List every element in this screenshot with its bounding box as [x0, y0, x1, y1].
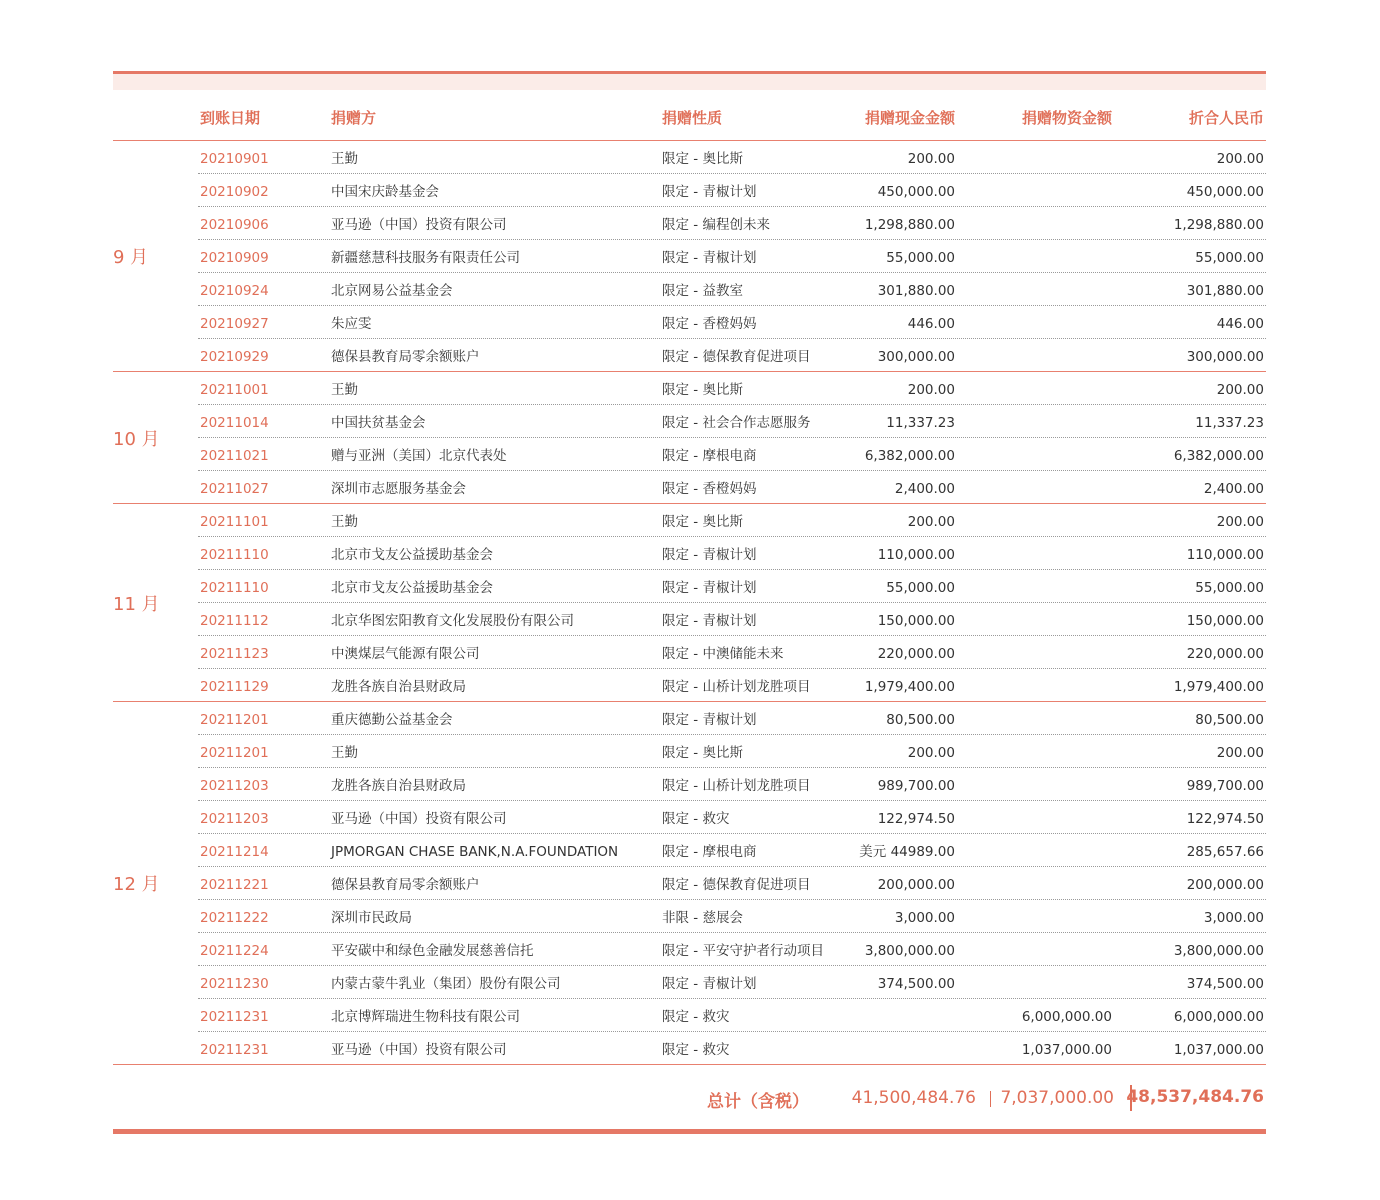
- table-row: [198, 669, 1266, 701]
- row-rmb: 55,000.00: [1195, 580, 1264, 596]
- row-nature: 限定 - 奥比斯: [662, 514, 743, 530]
- total-cash: 41,500,484.76: [851, 1088, 976, 1108]
- row-nature: 限定 - 青椒计划: [662, 547, 757, 563]
- table-row: [198, 768, 1266, 801]
- row-date: 20211123: [200, 646, 269, 662]
- row-rmb: 55,000.00: [1195, 250, 1264, 266]
- table-row: [198, 867, 1266, 900]
- table-row: [198, 141, 1266, 174]
- row-date: 20211214: [200, 844, 269, 860]
- row-date: 20210902: [200, 184, 269, 200]
- row-cash: 1,979,400.00: [864, 679, 955, 695]
- row-cash: 55,000.00: [886, 580, 955, 596]
- month-label: 11 月: [113, 593, 160, 615]
- month-group: [113, 372, 1266, 504]
- row-rmb: 122,974.50: [1186, 811, 1264, 827]
- table-row: [198, 801, 1266, 834]
- row-cash: 200.00: [907, 745, 955, 761]
- row-donor: 内蒙古蒙牛乳业（集团）股份有限公司: [331, 976, 561, 992]
- table-row: [198, 966, 1266, 999]
- row-nature: 限定 - 社会合作志愿服务: [662, 415, 811, 431]
- row-date: 20211224: [200, 943, 269, 959]
- row-donor: 中澳煤层气能源有限公司: [331, 646, 480, 662]
- top-band: [113, 74, 1266, 90]
- total-rmb: 48,537,484.76: [1126, 1087, 1264, 1107]
- row-cash: 2,400.00: [894, 481, 955, 497]
- row-date: 20211203: [200, 778, 269, 794]
- table-row: [198, 372, 1266, 405]
- row-cash: 200.00: [907, 382, 955, 398]
- row-date: 20211112: [200, 613, 269, 629]
- row-nature: 限定 - 奥比斯: [662, 382, 743, 398]
- row-cash: 301,880.00: [877, 283, 955, 299]
- table-row: [198, 471, 1266, 503]
- row-nature: 限定 - 奥比斯: [662, 151, 743, 167]
- row-date: 20210901: [200, 151, 269, 167]
- row-date: 20211110: [200, 547, 269, 563]
- bottom-rule: [113, 1129, 1266, 1134]
- table-row: [198, 339, 1266, 371]
- row-cash: 122,974.50: [877, 811, 955, 827]
- row-rmb: 200.00: [1216, 151, 1264, 167]
- row-rmb: 450,000.00: [1186, 184, 1264, 200]
- month-label: 10 月: [113, 428, 160, 450]
- row-nature: 限定 - 救灾: [662, 1009, 730, 1025]
- row-donor: JPMORGAN CHASE BANK,N.A.FOUNDATION: [331, 844, 619, 860]
- row-rmb: 200.00: [1216, 382, 1264, 398]
- donation-table: [113, 71, 1266, 1134]
- row-donor: 赠与亚洲（美国）北京代表处: [331, 448, 507, 464]
- row-rmb: 200.00: [1216, 514, 1264, 530]
- total-row: [113, 1065, 1266, 1129]
- row-rmb: 200.00: [1216, 745, 1264, 761]
- month-group: [113, 141, 1266, 372]
- row-donor: 亚马逊（中国）投资有限公司: [331, 1042, 507, 1058]
- header-nature: 捐赠性质: [662, 109, 723, 127]
- row-donor: 朱应雯: [331, 316, 372, 332]
- header-goods: 捐赠物资金额: [1021, 109, 1112, 127]
- row-rmb: 285,657.66: [1186, 844, 1264, 860]
- row-cash: 80,500.00: [886, 712, 955, 728]
- row-donor: 德保县教育局零余额账户: [331, 349, 480, 365]
- row-date: 20211230: [200, 976, 269, 992]
- row-donor: 王勤: [331, 745, 358, 761]
- row-cash: 220,000.00: [877, 646, 955, 662]
- table-row: [198, 306, 1266, 339]
- row-cash: 55,000.00: [886, 250, 955, 266]
- row-rmb: 80,500.00: [1195, 712, 1264, 728]
- row-rmb: 989,700.00: [1186, 778, 1264, 794]
- month-label: 12 月: [113, 874, 160, 895]
- row-nature: 非限 - 慈展会: [662, 910, 743, 926]
- table-row: [198, 900, 1266, 933]
- row-cash: 3,000.00: [894, 910, 955, 926]
- row-date: 20210929: [200, 349, 269, 365]
- row-nature: 限定 - 救灾: [662, 811, 730, 827]
- row-nature: 限定 - 青椒计划: [662, 976, 757, 992]
- table-row: [198, 570, 1266, 603]
- row-nature: 限定 - 益教室: [662, 283, 743, 299]
- row-donor: 新疆慈慧科技服务有限责任公司: [331, 250, 520, 266]
- table-row: [198, 174, 1266, 207]
- table-row: [198, 504, 1266, 537]
- row-goods: 6,000,000.00: [1021, 1009, 1112, 1025]
- row-rmb: 220,000.00: [1186, 646, 1264, 662]
- row-date: 20211221: [200, 877, 269, 893]
- row-rmb: 3,000.00: [1203, 910, 1264, 926]
- row-nature: 限定 - 编程创未来: [662, 217, 770, 233]
- row-cash: 200.00: [907, 514, 955, 530]
- row-donor: 重庆德勤公益基金会: [331, 712, 453, 728]
- row-rmb: 301,880.00: [1186, 283, 1264, 299]
- table-row: [198, 537, 1266, 570]
- table-row: [198, 933, 1266, 966]
- row-cash: 989,700.00: [877, 778, 955, 794]
- row-nature: 限定 - 救灾: [662, 1042, 730, 1058]
- row-cash: 300,000.00: [877, 349, 955, 365]
- table-row: [198, 834, 1266, 867]
- row-cash: 6,382,000.00: [864, 448, 955, 464]
- row-donor: 北京博辉瑞进生物科技有限公司: [331, 1009, 520, 1025]
- table-row: [198, 240, 1266, 273]
- row-rmb: 1,298,880.00: [1173, 217, 1264, 233]
- header-rmb: 折合人民币: [1188, 109, 1264, 127]
- row-cash: 美元 44989.00: [859, 844, 955, 860]
- row-cash: 11,337.23: [886, 415, 955, 431]
- row-nature: 限定 - 摩根电商: [662, 844, 757, 860]
- row-cash: 1,298,880.00: [864, 217, 955, 233]
- row-date: 20211231: [200, 1042, 269, 1058]
- row-date: 20211129: [200, 679, 269, 695]
- table-row: [198, 603, 1266, 636]
- row-date: 20211201: [200, 745, 269, 761]
- row-date: 20211203: [200, 811, 269, 827]
- row-date: 20211222: [200, 910, 269, 926]
- row-nature: 限定 - 德保教育促进项目: [662, 349, 811, 365]
- row-date: 20211027: [200, 481, 269, 497]
- row-cash: 110,000.00: [877, 547, 955, 563]
- row-donor: 北京市戈友公益援助基金会: [331, 547, 493, 563]
- row-nature: 限定 - 德保教育促进项目: [662, 877, 811, 893]
- row-nature: 限定 - 青椒计划: [662, 250, 757, 266]
- row-rmb: 1,037,000.00: [1173, 1042, 1264, 1058]
- row-cash: 200,000.00: [877, 877, 955, 893]
- row-donor: 王勤: [331, 382, 358, 398]
- row-cash: 450,000.00: [877, 184, 955, 200]
- row-donor: 平安碳中和绿色金融发展慈善信托: [331, 943, 534, 959]
- row-rmb: 300,000.00: [1186, 349, 1264, 365]
- row-rmb: 1,979,400.00: [1173, 679, 1264, 695]
- row-rmb: 6,000,000.00: [1173, 1009, 1264, 1025]
- row-donor: 德保县教育局零余额账户: [331, 877, 480, 893]
- row-nature: 限定 - 青椒计划: [662, 613, 757, 629]
- row-nature: 限定 - 摩根电商: [662, 448, 757, 464]
- table-header: [113, 90, 1266, 141]
- row-cash: 374,500.00: [877, 976, 955, 992]
- table-row: [198, 273, 1266, 306]
- row-date: 20211001: [200, 382, 269, 398]
- row-rmb: 2,400.00: [1203, 481, 1264, 497]
- row-rmb: 11,337.23: [1195, 415, 1264, 431]
- header-donor: 捐赠方: [331, 109, 377, 127]
- row-goods: 1,037,000.00: [1021, 1042, 1112, 1058]
- table-row: [198, 207, 1266, 240]
- row-rmb: 150,000.00: [1186, 613, 1264, 629]
- row-donor: 深圳市志愿服务基金会: [331, 481, 466, 497]
- row-nature: 限定 - 青椒计划: [662, 184, 757, 200]
- row-donor: 中国宋庆龄基金会: [331, 184, 439, 200]
- table-row: [198, 636, 1266, 669]
- row-date: 20210924: [200, 283, 269, 299]
- month-label: 9 月: [113, 247, 149, 268]
- row-donor: 龙胜各族自治县财政局: [331, 679, 466, 695]
- header-cash: 捐赠现金金额: [864, 109, 955, 127]
- row-date: 20210909: [200, 250, 269, 266]
- row-date: 20210906: [200, 217, 269, 233]
- table-row: [198, 702, 1266, 735]
- row-cash: 200.00: [907, 151, 955, 167]
- table-row: [198, 405, 1266, 438]
- row-date: 20211201: [200, 712, 269, 728]
- month-group: [113, 504, 1266, 702]
- row-donor: 中国扶贫基金会: [331, 415, 426, 431]
- row-rmb: 110,000.00: [1186, 547, 1264, 563]
- row-rmb: 200,000.00: [1186, 877, 1264, 893]
- total-goods: 7,037,000.00: [1000, 1088, 1114, 1108]
- row-donor: 王勤: [331, 151, 358, 167]
- row-donor: 王勤: [331, 514, 358, 530]
- row-date: 20211014: [200, 415, 269, 431]
- row-donor: 北京华图宏阳教育文化发展股份有限公司: [331, 613, 574, 629]
- row-nature: 限定 - 山桥计划龙胜项目: [662, 778, 811, 794]
- row-date: 20210927: [200, 316, 269, 332]
- row-nature: 限定 - 青椒计划: [662, 580, 757, 596]
- row-cash: 3,800,000.00: [864, 943, 955, 959]
- row-donor: 北京市戈友公益援助基金会: [331, 580, 493, 596]
- row-nature: 限定 - 香橙妈妈: [662, 316, 757, 332]
- row-donor: 亚马逊（中国）投资有限公司: [331, 811, 507, 827]
- row-nature: 限定 - 青椒计划: [662, 712, 757, 728]
- table-row: [198, 999, 1266, 1032]
- month-groups: [113, 141, 1266, 1065]
- row-rmb: 3,800,000.00: [1173, 943, 1264, 959]
- row-nature: 限定 - 平安守护者行动项目: [662, 943, 824, 959]
- row-nature: 限定 - 奥比斯: [662, 745, 743, 761]
- row-nature: 限定 - 山桥计划龙胜项目: [662, 679, 811, 695]
- row-nature: 限定 - 香橙妈妈: [662, 481, 757, 497]
- total-label: 总计（含税）: [707, 1092, 809, 1112]
- table-row: [198, 438, 1266, 471]
- row-rmb: 6,382,000.00: [1173, 448, 1264, 464]
- row-rmb: 374,500.00: [1186, 976, 1264, 992]
- row-donor: 深圳市民政局: [331, 910, 412, 926]
- month-group: [113, 702, 1266, 1065]
- row-date: 20211021: [200, 448, 269, 464]
- row-donor: 亚马逊（中国）投资有限公司: [331, 217, 507, 233]
- row-rmb: 446.00: [1216, 316, 1264, 332]
- row-donor: 龙胜各族自治县财政局: [331, 778, 466, 794]
- row-cash: 150,000.00: [877, 613, 955, 629]
- header-date: 到账日期: [200, 109, 261, 127]
- total-divider: [990, 1091, 991, 1107]
- row-date: 20211231: [200, 1009, 269, 1025]
- table-row: [198, 735, 1266, 768]
- row-nature: 限定 - 中澳储能未来: [662, 646, 784, 662]
- row-date: 20211101: [200, 514, 269, 530]
- row-date: 20211110: [200, 580, 269, 596]
- row-donor: 北京网易公益基金会: [331, 283, 453, 299]
- table-row: [198, 1032, 1266, 1064]
- row-cash: 446.00: [907, 316, 955, 332]
